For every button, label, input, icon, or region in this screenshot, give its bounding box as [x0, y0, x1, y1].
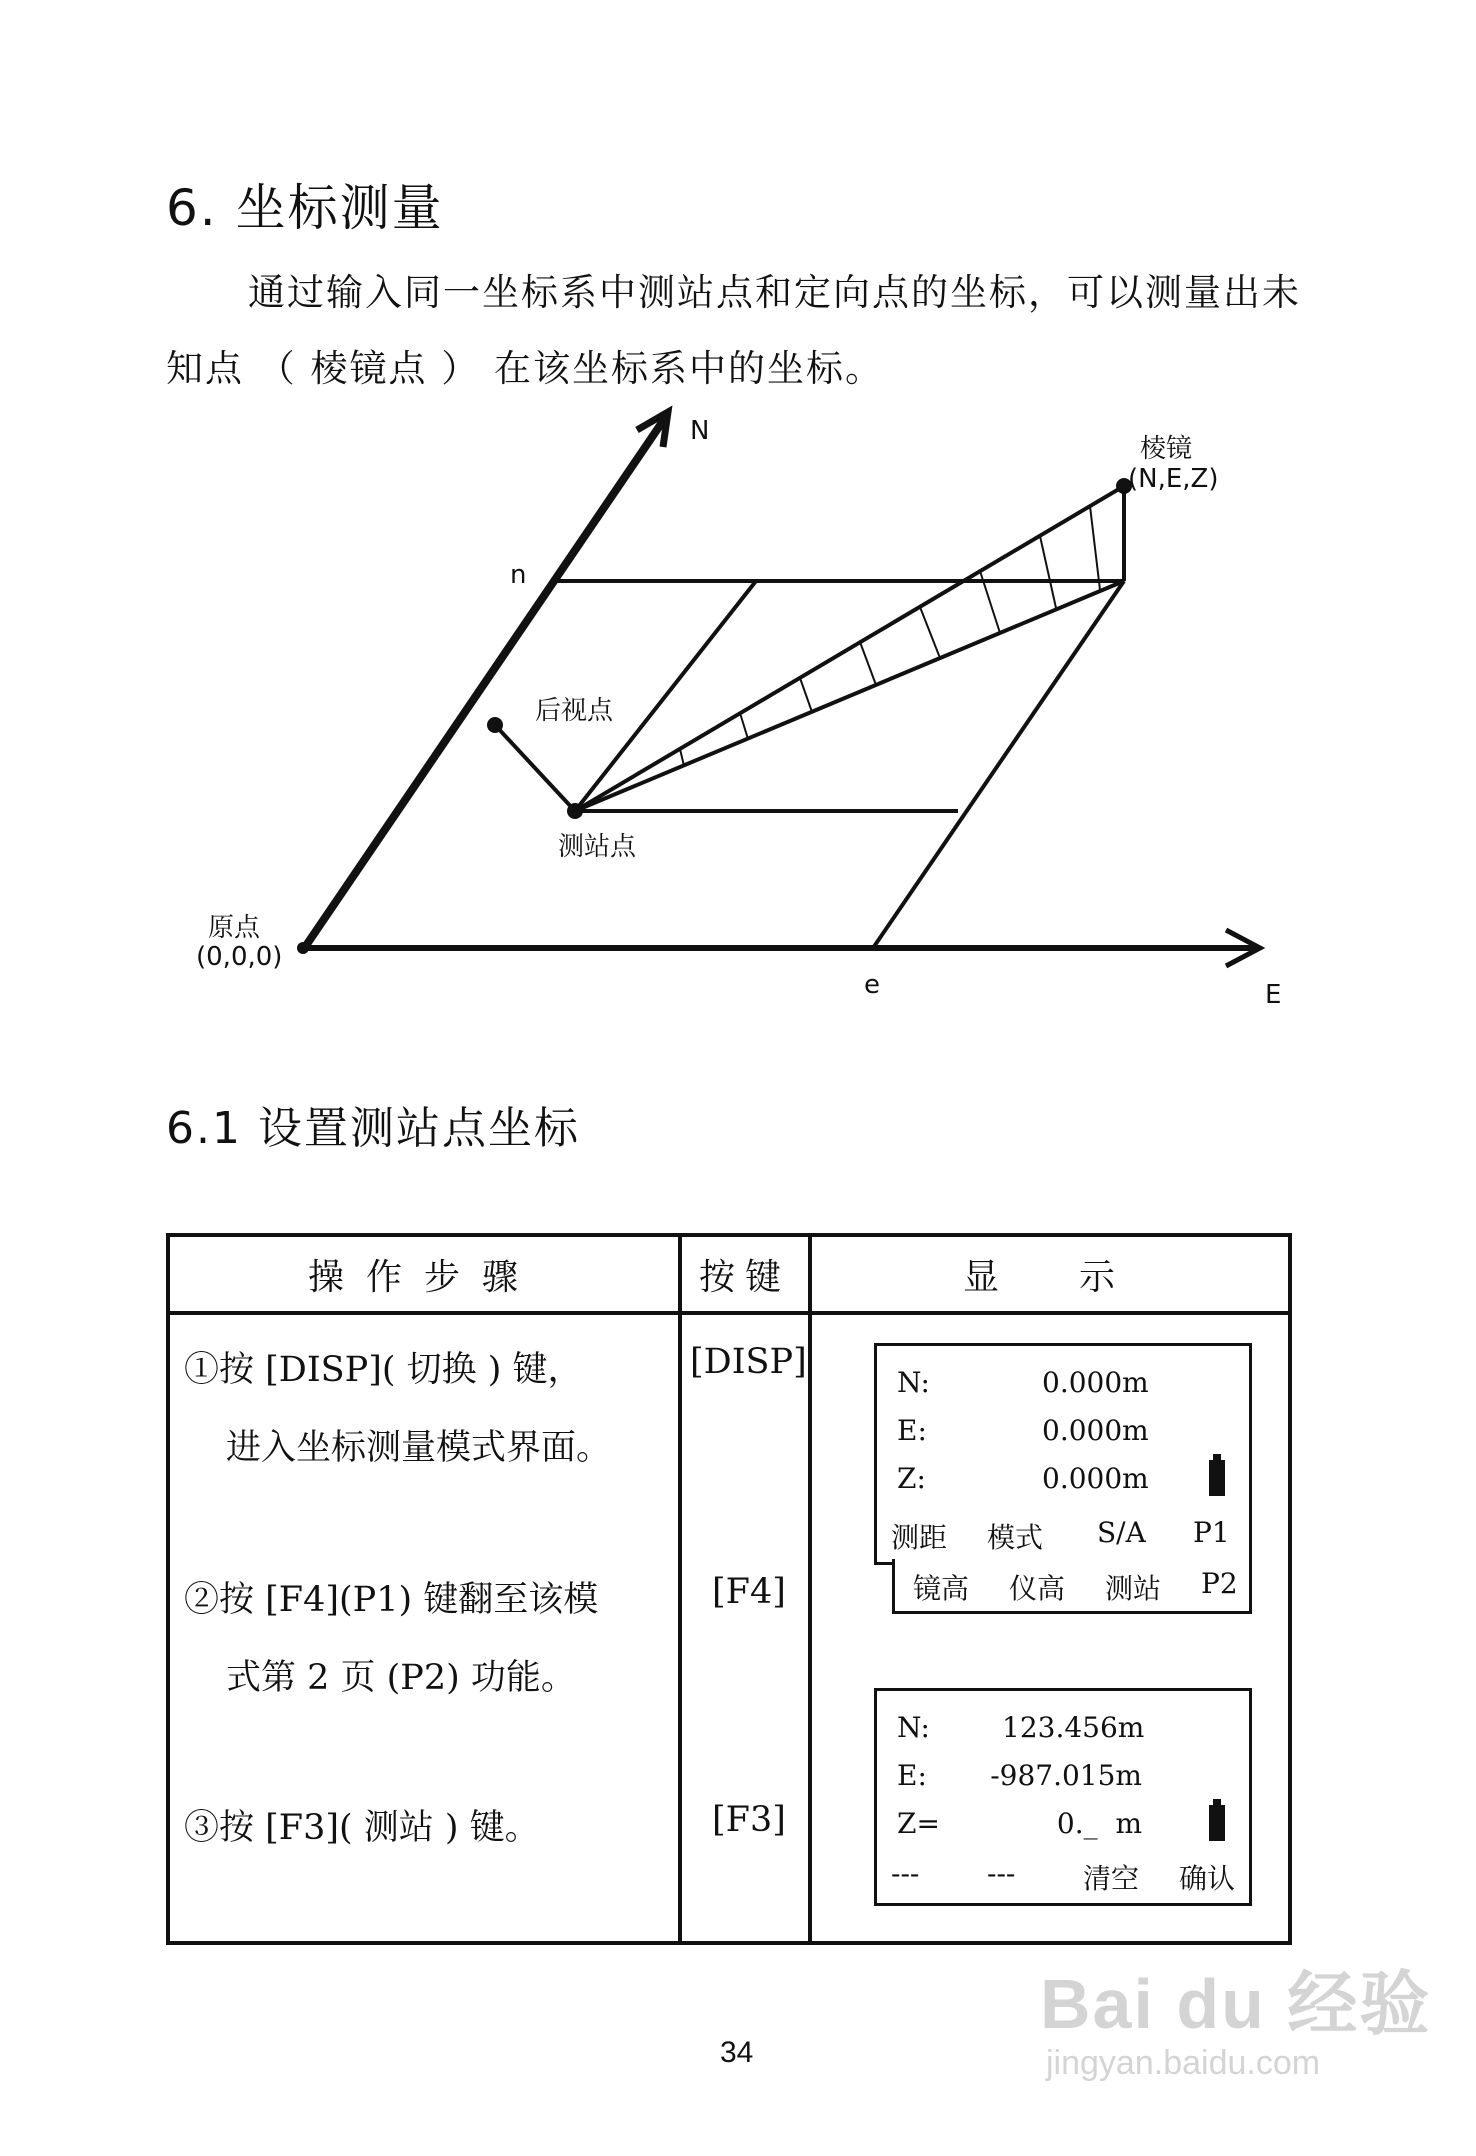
- station-to-projection-line: [575, 581, 1124, 811]
- screen-2-z-value: 0._ m: [1056, 1807, 1142, 1840]
- diagram-lines: [303, 412, 1260, 966]
- screen-2-e-label: E:: [897, 1759, 927, 1792]
- screen-2-softkey-2: ---: [987, 1857, 1016, 1890]
- backsight-label: 后视点: [535, 696, 614, 726]
- screen-1: [874, 1343, 1252, 1565]
- n-axis: [303, 418, 665, 950]
- step-1-line-2: 进入坐标测量模式界面。: [226, 1428, 612, 1468]
- keys-cell: [680, 1313, 810, 1943]
- page-2-softkey-3: 测站: [1105, 1572, 1162, 1605]
- origin-label: 原点: [208, 913, 261, 943]
- origin-coords-label: (0,0,0): [196, 942, 283, 972]
- screen-1-page-2-bar: [892, 1559, 1252, 1614]
- page-2-softkey-2: 仪高: [1009, 1572, 1066, 1605]
- backsight-point: [487, 717, 503, 733]
- header-key: 按键: [680, 1235, 810, 1313]
- screen-2-e-value: -987.015m: [990, 1759, 1142, 1792]
- screen-1-e-value: 0.000m: [1042, 1414, 1149, 1447]
- step-2-line-2: 式第 2 页 (P2) 功能。: [226, 1658, 576, 1698]
- watermark-url: jingyan.baidu.com: [1046, 2044, 1321, 2082]
- battery-icon: [1209, 1460, 1225, 1496]
- screen-1-n-value: 0.000m: [1042, 1366, 1149, 1399]
- station-to-prism-line: [575, 486, 1124, 811]
- station-label: 测站点: [558, 832, 637, 862]
- n-mark-label: n: [510, 560, 527, 590]
- screen-2-n-value: 123.456m: [1002, 1711, 1145, 1744]
- watermark-logo: Bai du 经验: [1040, 1965, 1432, 2043]
- e-projection-line: [873, 581, 1124, 948]
- screen-2-z-label: Z=: [897, 1807, 940, 1840]
- screen-1-e-label: E:: [897, 1414, 927, 1447]
- battery-icon: [1209, 1805, 1225, 1841]
- backsight-line-1: [495, 725, 575, 811]
- screen-1-z-value: 0.000m: [1042, 1462, 1149, 1495]
- step-3-line-1: ③按 [F3]( 测站 ) 键。: [184, 1808, 540, 1848]
- page-number: 34: [720, 2036, 754, 2069]
- screen-2-n-label: N:: [897, 1711, 930, 1744]
- intro-line-1: 通过输入同一坐标系中测站点和定向点的坐标，可以测量出未: [248, 271, 1301, 314]
- page-2-softkey-4: P2: [1201, 1567, 1238, 1600]
- screen-1-softkey-4: P1: [1193, 1516, 1230, 1549]
- section-heading: 6. 坐标测量: [166, 179, 444, 237]
- header-display: 显 示: [810, 1235, 1290, 1313]
- e-axis-label: E: [1265, 980, 1282, 1010]
- step-2-key: [F4]: [712, 1572, 786, 1612]
- subsection-heading: 6.1 设置测站点坐标: [166, 1103, 580, 1154]
- n-axis-label: N: [690, 416, 710, 446]
- header-steps: 操作步骤: [168, 1235, 680, 1313]
- screen-1-z-label: Z:: [897, 1462, 926, 1495]
- screen-1-softkey-1: 测距: [891, 1521, 948, 1554]
- step-1-key: [DISP]: [690, 1342, 807, 1382]
- screen-2-softkey-1: ---: [891, 1857, 920, 1890]
- hatch-lines: [680, 506, 1100, 766]
- table-header-row: [168, 1235, 1290, 1313]
- screen-2-softkey-3: 清空: [1083, 1862, 1140, 1895]
- screen-1-softkey-2: 模式: [987, 1521, 1044, 1554]
- e-mark-label: e: [864, 970, 880, 1000]
- step-3-key: [F3]: [712, 1800, 786, 1840]
- step-1-line-1: ①按 [DISP]( 切换 ) 键，: [184, 1350, 583, 1390]
- screen-1-n-label: N:: [897, 1366, 930, 1399]
- prism-label: 棱镜: [1140, 434, 1193, 464]
- coordinate-diagram: [0, 0, 1476, 1060]
- step-2-line-1: ②按 [F4](P1) 键翻至该模: [184, 1580, 599, 1620]
- screen-2-softkey-4: 确认: [1179, 1862, 1236, 1895]
- origin-point: [297, 942, 309, 954]
- page-2-softkey-1: 镜高: [913, 1572, 970, 1605]
- prism-coords-label: (N,E,Z): [1128, 464, 1219, 494]
- intro-line-2: 知点 （ 棱镜点 ） 在该坐标系中的坐标。: [166, 347, 885, 390]
- screen-2: [874, 1688, 1252, 1906]
- station-point: [567, 803, 583, 819]
- screen-1-softkey-3: S/A: [1097, 1516, 1146, 1549]
